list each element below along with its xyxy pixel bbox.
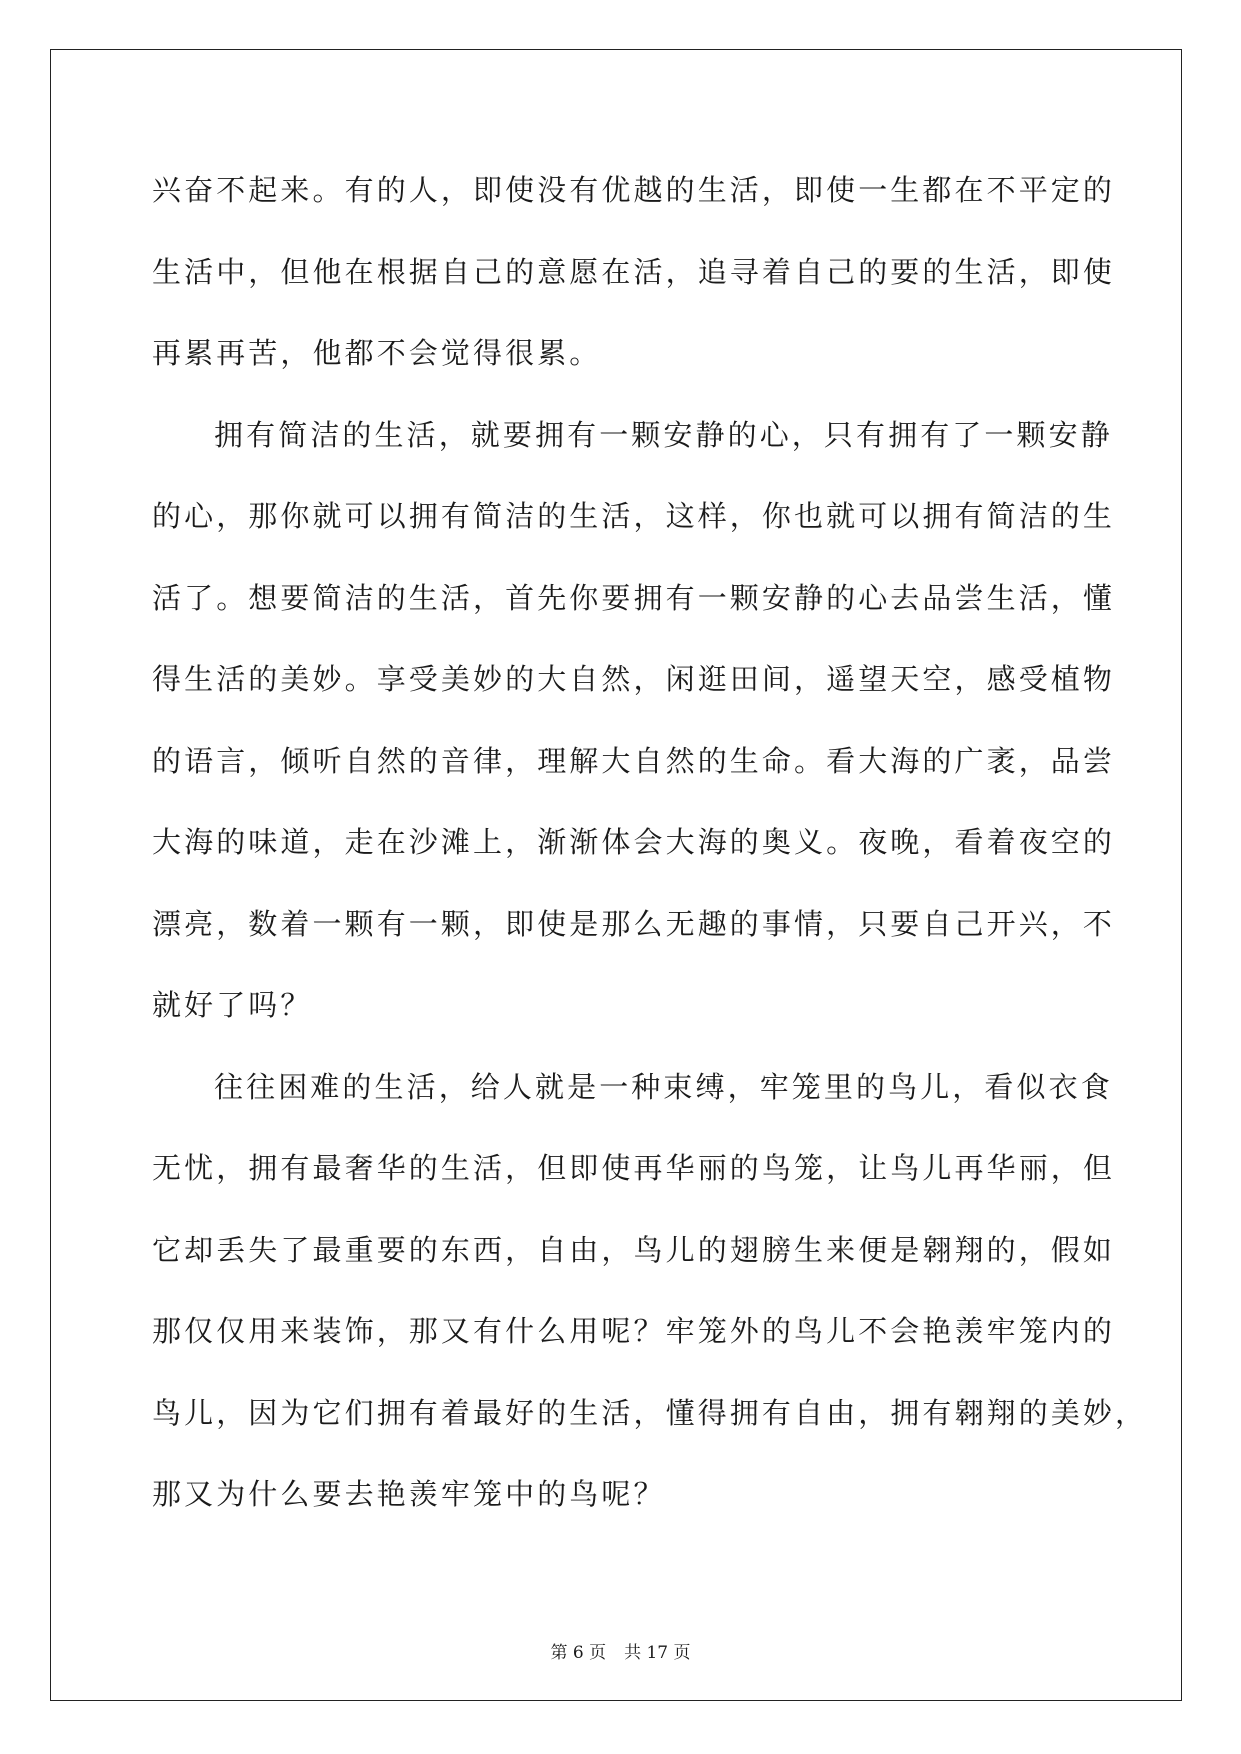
text-line: 就好了吗？ bbox=[152, 988, 313, 1022]
text-line: 活了。想要简洁的生活，首先你要拥有一颗安静的心去品尝生活，懂 bbox=[152, 580, 1116, 615]
text-line: 生活中，但他在根据自己的意愿在活，追寻着自己的要的生活，即使 bbox=[152, 254, 1116, 289]
page-footer bbox=[0, 1638, 1241, 1663]
text-line: 的心，那你就可以拥有简洁的生活，这样，你也就可以拥有简洁的生 bbox=[152, 499, 1116, 533]
text-line: 大海的味道，走在沙滩上，渐渐体会大海的奥义。夜晚，看着夜空的 bbox=[152, 825, 1116, 859]
text-line: 那仅仅用来装饰，那又有什么用呢？牢笼外的鸟儿不会艳羡牢笼内的 bbox=[152, 1314, 1116, 1348]
text-line: 漂亮，数着一颗有一颗，即使是那么无趣的事情，只要自己开兴，不 bbox=[152, 906, 1116, 941]
text-line: 无忧，拥有最奢华的生活，但即使再华丽的鸟笼，让鸟儿再华丽，但 bbox=[152, 1151, 1116, 1185]
text-line: 鸟儿，因为它们拥有着最好的生活，懂得拥有自由，拥有翱翔的美妙， bbox=[152, 1395, 1148, 1430]
text-line: 得生活的美妙。享受美妙的大自然，闲逛田间，遥望天空，感受植物 bbox=[152, 662, 1116, 696]
total-page-count: 共 17 页 bbox=[624, 1643, 691, 1663]
text-line: 兴奋不起来。有的人，即使没有优越的生活，即使一生都在不平定的 bbox=[152, 173, 1116, 207]
current-page-number: 第 6 页 bbox=[550, 1643, 607, 1663]
text-line: 再累再苦，他都不会觉得很累。 bbox=[152, 336, 602, 370]
text-line: 的语言，倾听自然的音律，理解大自然的生命。看大海的广袤，品尝 bbox=[152, 743, 1116, 778]
document-body bbox=[152, 150, 1148, 1536]
text-line: 它却丢失了最重要的东西，自由，鸟儿的翅膀生来便是翱翔的，假如 bbox=[152, 1232, 1116, 1267]
paragraph-start-line: 往往困难的生活，给人就是一种束缚，牢笼里的鸟儿，看似衣食 bbox=[214, 1069, 1113, 1104]
paragraph-start-line: 拥有简洁的生活，就要拥有一颗安静的心，只有拥有了一颗安静 bbox=[214, 417, 1113, 452]
text-line: 那又为什么要去艳羡牢笼中的鸟呢？ bbox=[152, 1477, 666, 1511]
